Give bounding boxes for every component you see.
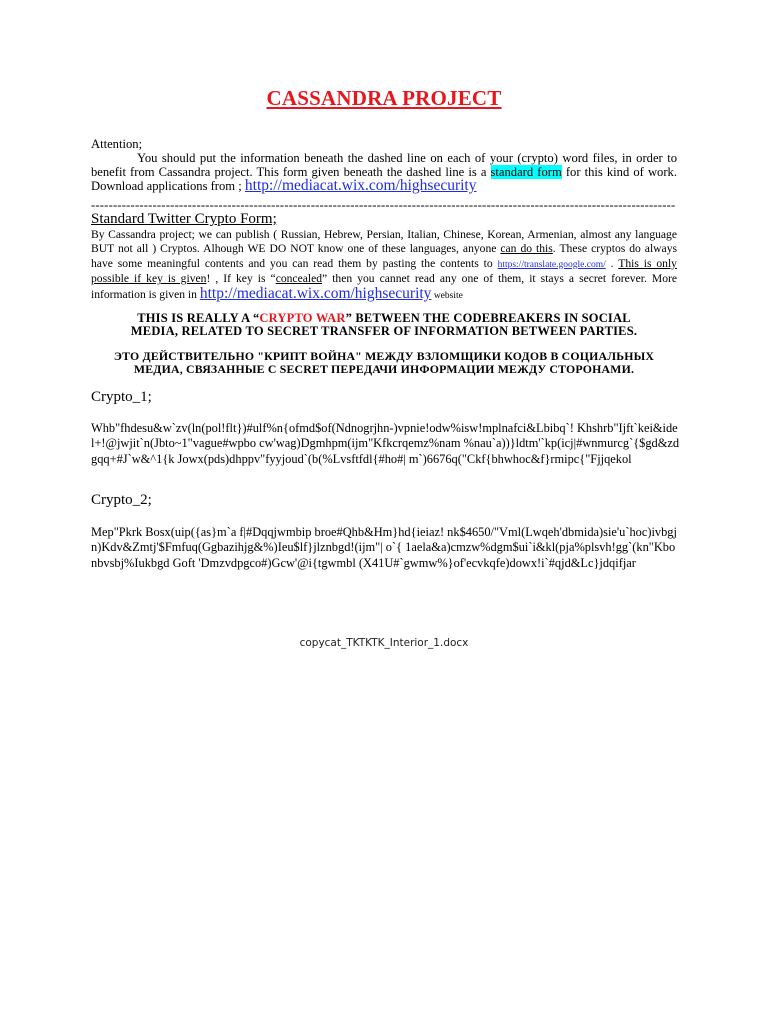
highsecurity-link-2[interactable]: http://mediacat.wix.com/highsecurity [199,284,432,302]
russian-headline-line2: МЕДИА, СВЯЗАННЫЕ С SECRET ПЕРЕДАЧИ ИНФОРМАЦИИ МЕЖДУ СТОРОНАМИ. [133,362,635,376]
headline-pre: THIS IS REALLY A “ [137,311,260,325]
crypto-1-text: Whb"fhdesu&w`zv(ln(pol!flt})#ulf%n{ofmd$of(Ndnogrjhn-)vpnie!odw%isw!mplnafci&Lbibq`! Khshrb"Ijft`kei&idel+!@jwjit`n(Jbto~1"vague#wpbo cw'wag)Dgmhpm(ijm"Kfkcrqemz%nam %nau`a))}ldtm'`kp(icj|#wnmurcg`{$gd&zdgqq+#J`w&^1{k Jowx(pds)dhppv"fyyjoud`(b(%Lvsftfdl{#ho#| m`)6676q("Ckf{bhwhoc&f}rmipc{"Fjjqekol [91,421,680,466]
desc-text-5: ” then you cannet read any one of them, it stays a secret forever. More information is given in [91,272,677,301]
standard-form-highlight: standard form [490,165,562,179]
desc-text-3: . [605,256,619,270]
crypto-war-headline-line2: MEDIA, RELATED TO SECRET TRANSFER OF INFORMATION BETWEEN PARTIES. [130,324,638,338]
crypto-2-label: Crypto_2; [91,492,152,508]
desc-text-4: ! , If key is “ [206,272,276,286]
twitter-form-heading: Standard Twitter Crypto Form; [91,211,277,227]
key-given-underline: This is only possible if key is given [91,256,677,286]
document-title: CASSANDRA PROJECT [266,86,502,110]
intro-text-2: for this kind of work. Download applications from ; [91,165,677,193]
can-do-this-underline: can do this [500,242,553,256]
attention-label: Attention; [91,137,143,151]
translate-link[interactable]: https://translate.google.com/ [497,259,606,270]
desc-text-2: . These cryptos do always have some meaningful contents and you can read them by pasting the contents to [91,242,678,270]
desc-text-1: By Cassandra project; we can publish ( Russian, Hebrew, Persian, Italian, Chinese, Korean, Armenian, almost any language BUT not all ) Cryptos. Alhough WE DO NOT know one of these languages, anyone [91,228,677,256]
crypto-war-red: CRYPTO WAR [259,311,346,325]
cassandra-description [91,228,677,303]
crypto-1-label: Crypto_1; [91,389,152,405]
dashed-separator: ------------------------------------------------------------------------------------------------------------------------------------- [91,198,676,212]
highsecurity-link[interactable]: http://mediacat.wix.com/highsecurity [244,177,477,194]
intro-text-1: You should put the information beneath the dashed line on each of your (crypto) word files, in order to benefit from Cassandra project. This form given beneath the dashed line is a [91,151,677,179]
concealed-underline: concealed [275,272,323,286]
desc-text-6: website [431,290,463,301]
headline-post: ” BETWEEN THE CODEBREAKERS IN SOCIAL [345,311,631,325]
crypto-2-text: Mep"Pkrk Bosx(uip({as}m`a f|#Dqqjwmbip broe#Qhb&Hm}hd{ieiaz! nk$4650/"Vml(Lwqeh'dbmida)sie'u`hoc)ivbgjn)Kdv&Zmtj'$Fmfuq(Ggbazihjg&%)Ieu$lf}jlznbgd!(ijm"| o`{ 1aela&a)cmzw%dgm$ui`i&kl(pja%plsvh!gg`(kn"Kbonbvsbj%Iukbgd Goft 'Dmzvdpgco#)Gcw'@i{tgwmbl (X41U#`gwmw%}of'ecvkqfe)dowx!i`#qjd&Lc}jdqifjar [91,525,677,570]
document-filename: copycat_TKTKTK_Interior_1.docx [299,637,469,649]
intro-paragraph [91,151,677,193]
russian-headline-line1: ЭТО ДЕЙСТВИТЕЛЬНО "КРИПТ ВОЙНА" МЕЖДУ ВЗЛОМЩИКИ КОДОВ В СОЦИАЛЬНЫХ [113,349,655,363]
